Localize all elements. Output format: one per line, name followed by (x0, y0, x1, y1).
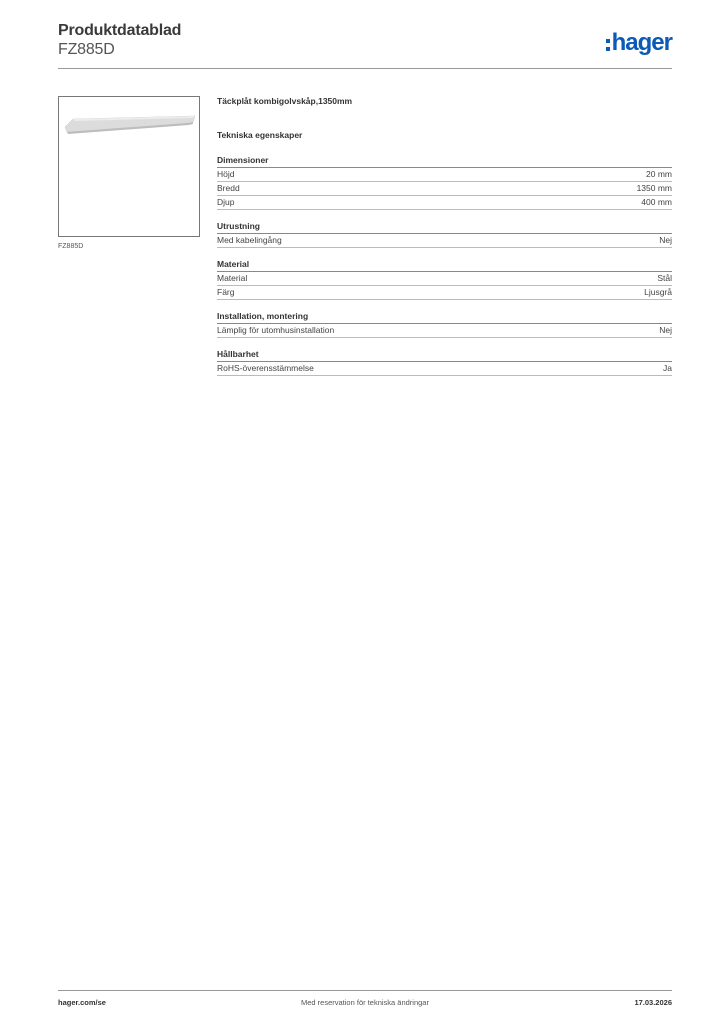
section-heading: Hållbarhet (217, 349, 672, 362)
section-sustainability (217, 349, 672, 376)
property-label: Med kabelingång (217, 235, 282, 245)
footer-website-link[interactable]: hager.com/se (58, 998, 106, 1007)
section-material (217, 259, 672, 300)
image-caption: FZ885D (58, 243, 84, 250)
property-label: Höjd (217, 169, 235, 179)
property-value: 20 mm (646, 169, 672, 179)
section-heading: Material (217, 259, 672, 272)
property-label: Färg (217, 287, 235, 297)
product-details (217, 96, 672, 376)
section-heading: Utrustning (217, 221, 672, 234)
property-row (217, 168, 672, 182)
property-value: 1350 mm (636, 183, 672, 193)
property-row (217, 196, 672, 210)
logo-wordmark: hager (611, 29, 672, 56)
footer-date: 17.03.2026 (634, 998, 672, 1007)
property-label: Djup (217, 197, 235, 207)
property-value: 400 mm (641, 197, 672, 207)
section-installation (217, 311, 672, 338)
section-heading: Installation, montering (217, 311, 672, 324)
footer-disclaimer: Med reservation för tekniska ändringar (301, 998, 429, 1007)
section-dimensions (217, 155, 672, 210)
property-value: Ljusgrå (644, 287, 672, 297)
property-label: Lämplig för utomhusinstallation (217, 325, 335, 335)
technical-properties-heading: Tekniska egenskaper (217, 130, 303, 140)
property-row (217, 234, 672, 248)
document-title: Produktdatablad (58, 22, 182, 39)
property-row (217, 182, 672, 196)
property-row (217, 286, 672, 300)
logo-dots-icon (606, 39, 610, 51)
property-value: Nej (659, 235, 672, 245)
product-image-frame (58, 96, 200, 237)
product-title: Täckplåt kombigolvskåp,1350mm (217, 96, 353, 106)
property-value: Stål (657, 273, 672, 283)
hager-logo (606, 30, 672, 56)
property-label: RoHS-överensstämmelse (217, 363, 314, 373)
section-equipment (217, 221, 672, 248)
property-row (217, 272, 672, 286)
footer-divider (58, 990, 672, 991)
property-label: Bredd (217, 183, 240, 193)
property-value: Nej (659, 325, 672, 335)
page-footer (58, 998, 672, 1010)
section-heading: Dimensioner (217, 155, 672, 168)
header-divider (58, 68, 672, 69)
property-value: Ja (663, 363, 672, 373)
property-row (217, 362, 672, 376)
cover-plate-product-image (63, 113, 195, 135)
property-row (217, 324, 672, 338)
page-header (58, 22, 672, 70)
product-code: FZ885D (58, 41, 115, 58)
property-label: Material (217, 273, 248, 283)
